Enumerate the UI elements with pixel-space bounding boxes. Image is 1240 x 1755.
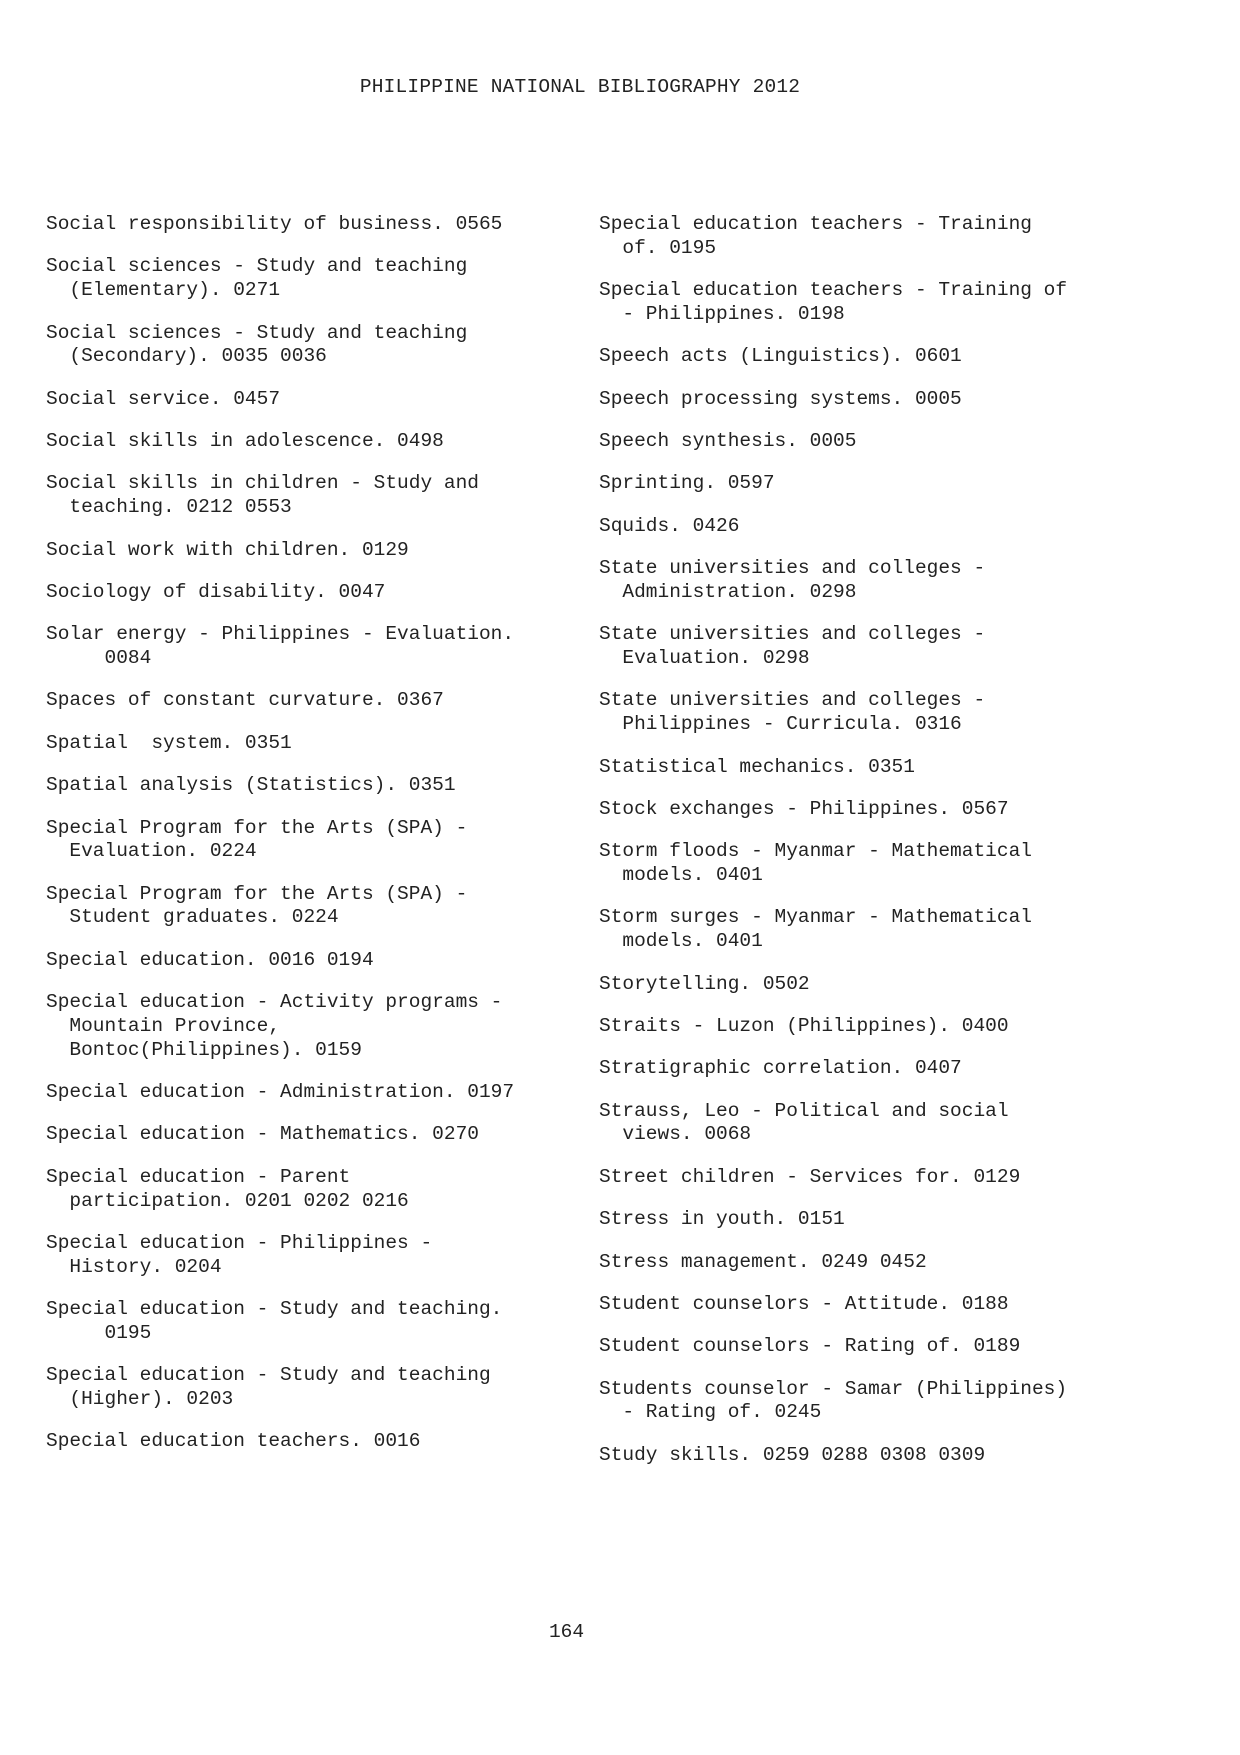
index-entry (599, 472, 1159, 496)
index-entry-line: Stratigraphic correlation. 0407 (599, 1057, 962, 1080)
index-column-left (46, 213, 586, 1454)
page-number: 164 (548, 1621, 585, 1643)
index-entry-line: views. 0068 (599, 1123, 752, 1146)
index-entry-line: Sprinting. 0597 (599, 472, 775, 495)
index-entry-line: Special education - Parent (46, 1165, 351, 1188)
index-entry-line: Speech synthesis. 0005 (599, 430, 857, 453)
index-entry-line: Strauss, Leo - Political and social (599, 1099, 1009, 1122)
index-entry (599, 430, 1159, 454)
index-entry-line: Spatial analysis (Statistics). 0351 (46, 774, 456, 797)
index-entry (599, 840, 1159, 888)
index-entry-line: Squids. 0426 (599, 514, 740, 537)
index-entry-line: Evaluation. 0298 (599, 647, 810, 670)
index-entry-line: History. 0204 (46, 1255, 222, 1278)
index-entry-line: Storytelling. 0502 (599, 972, 810, 995)
index-entry-line: Speech acts (Linguistics). 0601 (599, 345, 962, 368)
index-entry-line: Stress in youth. 0151 (599, 1208, 845, 1231)
index-entry (599, 756, 1159, 780)
index-entry (46, 774, 586, 798)
index-entry-line: Administration. 0298 (599, 580, 857, 603)
index-entry (46, 732, 586, 756)
index-entry (599, 1015, 1159, 1039)
index-entry-line: models. 0401 (599, 930, 763, 953)
index-entry-line: Special Program for the Arts (SPA) - (46, 882, 468, 905)
index-entry-line: (Elementary). 0271 (46, 279, 281, 302)
index-entry (599, 798, 1159, 822)
index-entry (599, 1057, 1159, 1081)
index-entry-line: Street children - Services for. 0129 (599, 1165, 1021, 1188)
index-entry-line: 0084 (46, 647, 152, 670)
index-entry (599, 1378, 1159, 1426)
index-entry (46, 213, 586, 237)
index-entry-line: Spaces of constant curvature. 0367 (46, 689, 444, 712)
index-entry (46, 430, 586, 454)
index-entry (599, 973, 1159, 997)
index-entry-line: Straits - Luzon (Philippines). 0400 (599, 1014, 1009, 1037)
index-entry (599, 1166, 1159, 1190)
index-entry-line: Social service. 0457 (46, 387, 281, 410)
index-entry (599, 1335, 1159, 1359)
index-entry-line: Stock exchanges - Philippines. 0567 (599, 797, 1009, 820)
index-entry (599, 689, 1159, 737)
index-entry-line: Social skills in adolescence. 0498 (46, 430, 444, 453)
index-entry-line: 0195 (46, 1321, 152, 1344)
index-entry-line: State universities and colleges - (599, 557, 986, 580)
index-entry (46, 817, 586, 865)
index-entry-line: participation. 0201 0202 0216 (46, 1189, 409, 1212)
index-entry (599, 213, 1159, 261)
index-entry-line: Mountain Province, (46, 1014, 281, 1037)
index-entry-line: Special education - Administration. 0197 (46, 1081, 515, 1104)
index-entry-line: Special education teachers - Training (599, 213, 1032, 235)
index-entry-line: Speech processing systems. 0005 (599, 387, 962, 410)
index-entry (46, 1364, 586, 1412)
index-entry (599, 279, 1159, 327)
index-entry-line: Special education - Study and teaching (46, 1364, 491, 1387)
index-entry-line: (Secondary). 0035 0036 (46, 345, 327, 368)
index-entry (46, 949, 586, 973)
index-entry-line: Student counselors - Rating of. 0189 (599, 1335, 1021, 1358)
index-entry (46, 388, 586, 412)
index-entry-line: Special education - Mathematics. 0270 (46, 1123, 479, 1146)
index-entry (46, 1123, 586, 1147)
index-entry (46, 883, 586, 931)
index-entry-line: Spatial system. 0351 (46, 731, 292, 754)
index-entry-line: Philippines - Curricula. 0316 (599, 713, 962, 736)
index-entry-line: State universities and colleges - (599, 623, 986, 646)
index-entry-line: Social work with children. 0129 (46, 538, 409, 561)
index-entry (599, 1208, 1159, 1232)
index-entry-line: Statistical mechanics. 0351 (599, 755, 915, 778)
index-column-right (599, 213, 1159, 1468)
page-header-title: PHILIPPINE NATIONAL BIBLIOGRAPHY 2012 (359, 76, 801, 98)
index-entry (46, 689, 586, 713)
index-entry-line: Social skills in children - Study and (46, 472, 479, 495)
index-entry-line: Solar energy - Philippines - Evaluation. (46, 623, 515, 646)
index-entry (46, 1081, 586, 1105)
index-entry (599, 1444, 1159, 1468)
index-entry-line: Storm floods - Myanmar - Mathematical (599, 840, 1032, 863)
index-entry-line: Social responsibility of business. 0565 (46, 213, 503, 235)
index-entry (46, 1430, 586, 1454)
index-entry (46, 581, 586, 605)
index-entry (46, 255, 586, 303)
index-entry-line: Special Program for the Arts (SPA) - (46, 816, 468, 839)
index-entry (46, 623, 586, 671)
index-entry-line: Special education teachers. 0016 (46, 1430, 421, 1453)
index-entry-line: - Philippines. 0198 (599, 302, 845, 325)
index-entry (599, 1293, 1159, 1317)
index-entry-line: Storm surges - Myanmar - Mathematical (599, 906, 1032, 929)
index-entry (46, 991, 586, 1062)
index-entry (599, 1100, 1159, 1148)
index-entry-line: Student counselors - Attitude. 0188 (599, 1292, 1009, 1315)
index-entry-line: Special education - Philippines - (46, 1232, 433, 1254)
index-entry-line: State universities and colleges - (599, 689, 986, 712)
index-entry (599, 388, 1159, 412)
index-entry-line: Special education - Study and teaching. (46, 1298, 503, 1321)
index-entry-line: Special education teachers - Training of (599, 279, 1068, 302)
index-entry (46, 322, 586, 370)
index-entry (599, 906, 1159, 954)
index-entry-line: Social sciences - Study and teaching (46, 321, 468, 344)
index-entry (46, 1298, 586, 1346)
index-entry-line: Study skills. 0259 0288 0308 0309 (599, 1443, 986, 1466)
index-entry (46, 539, 586, 563)
index-entry (599, 1251, 1159, 1275)
index-entry (46, 1166, 586, 1214)
index-entry-line: models. 0401 (599, 864, 763, 887)
index-entry-line: Sociology of disability. 0047 (46, 580, 386, 603)
index-entry-line: Students counselor - Samar (Philippines) (599, 1377, 1068, 1400)
index-entry-line: Special education - Activity programs - (46, 991, 503, 1014)
index-entry (599, 515, 1159, 539)
index-entry-line: Special education. 0016 0194 (46, 948, 374, 971)
index-entry (599, 623, 1159, 671)
index-entry (46, 472, 586, 520)
index-entry-line: of. 0195 (599, 236, 717, 259)
index-entry-line: teaching. 0212 0553 (46, 496, 292, 519)
index-entry (599, 345, 1159, 369)
index-entry (46, 1232, 586, 1280)
index-entry-line: Stress management. 0249 0452 (599, 1250, 927, 1273)
index-entry-line: Student graduates. 0224 (46, 906, 339, 929)
index-entry-line: Bontoc(Philippines). 0159 (46, 1038, 362, 1061)
index-entry-line: Evaluation. 0224 (46, 840, 257, 863)
index-entry-line: (Higher). 0203 (46, 1388, 234, 1411)
index-entry-line: - Rating of. 0245 (599, 1401, 822, 1424)
index-entry-line: Social sciences - Study and teaching (46, 255, 468, 278)
index-entry (599, 557, 1159, 605)
